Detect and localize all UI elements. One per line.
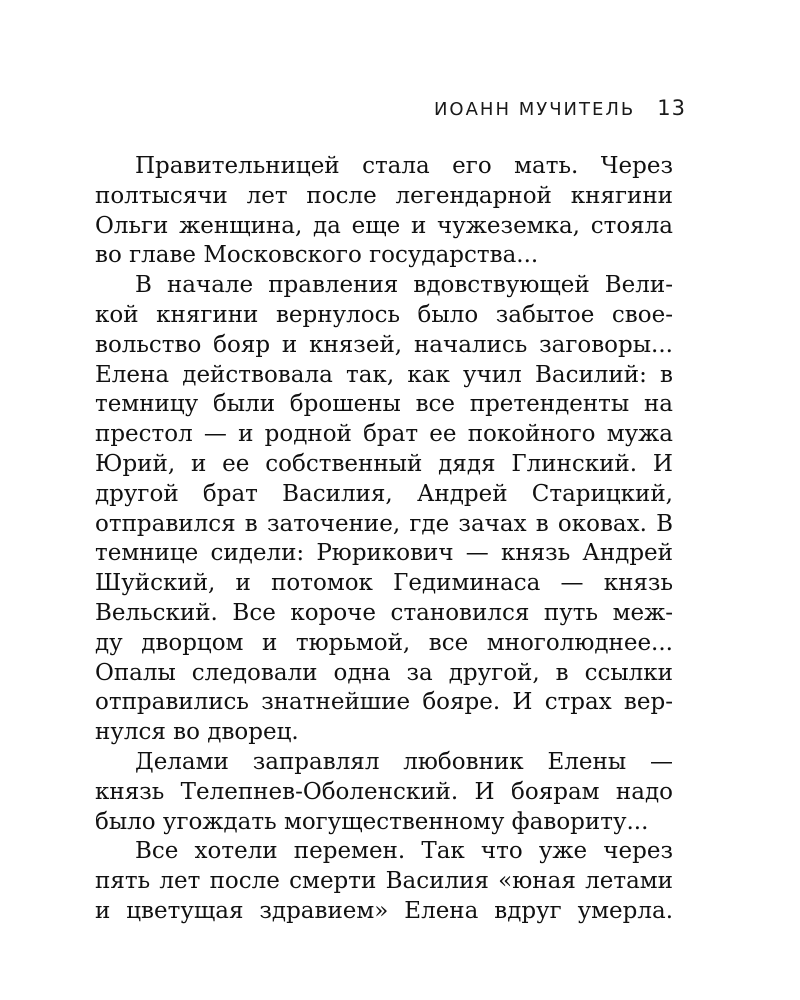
paragraph bbox=[95, 152, 673, 271]
text-line: отправились знатнейшие бояре. И страх вер- bbox=[95, 689, 673, 716]
running-head bbox=[434, 96, 686, 120]
text-line: нулся во дворец. bbox=[95, 719, 299, 746]
text-line: темницу были брошены все претенденты на bbox=[95, 391, 673, 418]
text-line: ду дворцом и тюрьмой, все многолюднее... bbox=[95, 629, 673, 656]
text-line: другой брат Василия, Андрей Старицкий, bbox=[95, 480, 673, 507]
text-line: Делами заправлял любовник Елены — bbox=[135, 748, 673, 775]
text-line: Правительницей стала его мать. Через bbox=[135, 153, 673, 179]
text-line: отправился в заточение, где зачах в оковах. В bbox=[95, 510, 673, 537]
paragraph bbox=[95, 837, 673, 926]
text-line: князь Телепнев-Оболенский. И боярам надо bbox=[95, 778, 673, 805]
text-line: во главе Московского государства... bbox=[95, 242, 539, 269]
text-line: Шуйский, и потомок Гедиминаса — князь bbox=[95, 570, 673, 597]
text-line: престол — и родной брат ее покойного мужа bbox=[95, 421, 673, 448]
text-line: Елена действовала так, как учил Василий: в bbox=[95, 361, 673, 388]
text-line: Юрий, и ее собственный дядя Глинский. И bbox=[95, 450, 673, 477]
text-line: Вельский. Все короче становился путь меж- bbox=[95, 599, 673, 626]
text-line: вольство бояр и князей, начались заговоры... bbox=[95, 331, 673, 358]
body-text bbox=[95, 152, 673, 927]
text-line: Ольги женщина, да еще и чужеземка, стояла bbox=[95, 212, 673, 239]
text-line: полтысячи лет после легендарной княгини bbox=[95, 182, 673, 209]
text-line: Все хотели перемен. Так что уже через bbox=[135, 838, 673, 865]
text-line: Опалы следовали одна за другой, в ссылки bbox=[95, 659, 673, 686]
text-line: пять лет после смерти Василия «юная летами bbox=[95, 868, 673, 895]
page-number: 13 bbox=[657, 96, 686, 120]
text-line: и цветущая здравием» Елена вдруг умерла. bbox=[95, 897, 673, 924]
text-line: кой княгини вернулось было забытое свое- bbox=[95, 301, 673, 328]
paragraph bbox=[95, 748, 673, 837]
paragraph bbox=[95, 271, 673, 748]
text-line: было угождать могущественному фавориту... bbox=[95, 808, 649, 835]
running-title: ИОАНН МУЧИТЕЛЬ bbox=[433, 99, 636, 120]
text-line: В начале правления вдовствующей Вели- bbox=[135, 272, 673, 299]
text-line: темнице сидели: Рюрикович — князь Андрей bbox=[95, 540, 673, 567]
